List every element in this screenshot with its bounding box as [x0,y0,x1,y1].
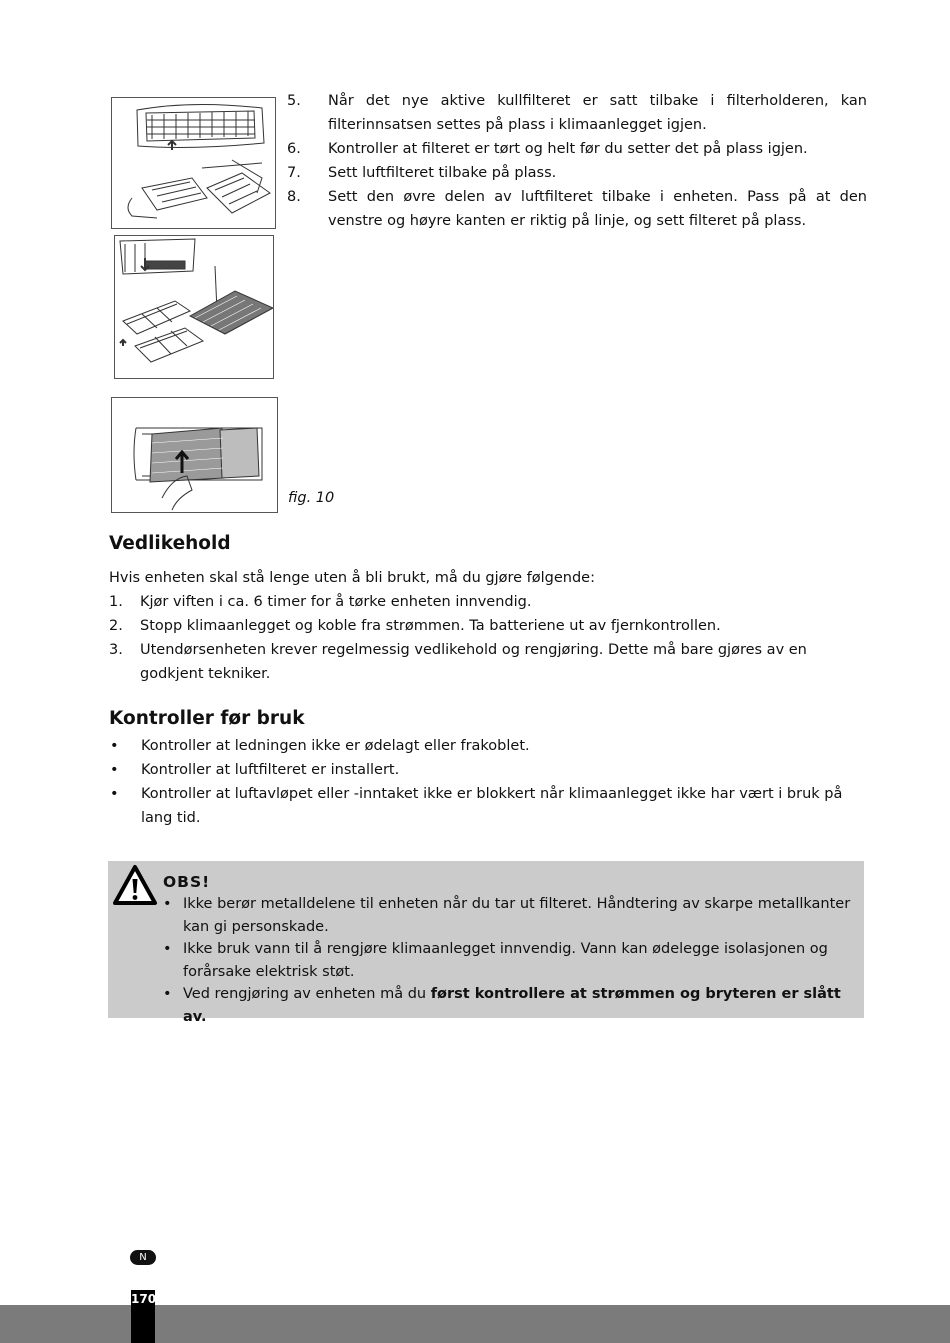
item-text: Ikke berør metalldelene til enheten når du tar ut filteret. Håndtering av skarpe metallkanter kan gi personskade. [183,896,851,935]
vedlikehold-section [109,566,867,686]
list-item [287,137,867,161]
warning-box [108,861,864,1025]
charcoal-filter-illustration [114,235,274,379]
section-heading-kontroller: Kontroller før bruk [109,708,305,729]
item-text-prefix: Ved rengjøring av enheten må du [183,986,431,1002]
bullet-marker: • [163,896,172,912]
section-intro: Hvis enheten skal stå lenge uten å bli brukt, må du gjøre følgende: [109,570,595,586]
bullet-marker: • [110,786,119,802]
warning-title: OBS! [163,873,211,891]
step-text: Kontroller at filteret er tørt og helt før du setter det på plass igjen. [328,141,808,157]
page-number: 170 [131,1292,157,1306]
bullet-marker: • [110,738,119,754]
step-text: Når det nye aktive kullfilteret er satt tilbake i filterholderen, kan filterinnsatsen settes på plass i klimaanlegget igjen. [328,93,867,133]
item-text: Kjør viften i ca. 6 timer for å tørke enheten innvendig. [140,594,532,610]
list-item [163,983,853,1028]
section-heading-vedlikehold: Vedlikehold [109,533,231,554]
item-text: Ikke bruk vann til å rengjøre klimaanlegget innvendig. Vann kan ødelegge isolasjonen og forårsake elektrisk støt. [183,941,828,980]
install-steps-list [287,89,867,233]
item-number: 3. [109,642,123,658]
list-item [109,734,867,758]
list-item [109,782,867,830]
list-item [109,614,867,638]
list-item [109,590,867,614]
item-text: Kontroller at ledningen ikke er ødelagt eller frakoblet. [141,738,530,754]
step-text: Sett luftfilteret tilbake på plass. [328,165,557,181]
item-number: 1. [109,594,123,610]
item-number: 2. [109,618,123,634]
list-item [109,638,867,686]
bullet-marker: • [110,762,119,778]
item-text: Utendørsenheten krever regelmessig vedlikehold og rengjøring. Dette må bare gjøres av en godkjent tekniker. [140,642,807,682]
warning-triangle-icon [112,864,158,906]
bullet-marker: • [163,941,172,957]
item-text: Kontroller at luftfilteret er installert. [141,762,400,778]
item-text [183,983,853,1028]
step-number: 7. [287,165,301,181]
list-item [163,893,853,938]
language-badge: N [130,1250,156,1265]
bullet-marker: • [163,986,172,1002]
warning-list [163,893,853,1028]
filter-insertion-illustration [111,397,278,513]
item-text: Stopp klimaanlegget og koble fra strømmen. Ta batteriene ut av fjernkontrollen. [140,618,721,634]
figure-caption: fig. 10 [288,490,335,506]
step-number: 5. [287,93,301,109]
list-item [287,89,867,137]
filter-removal-illustration [111,97,276,229]
list-item [287,161,867,185]
list-item [163,938,853,983]
list-item [109,758,867,782]
list-item [287,185,867,233]
item-text-emphasis: først kontrollere at strømmen og bryteren er slått av. [183,986,841,1025]
step-number: 6. [287,141,301,157]
step-number: 8. [287,189,301,205]
step-text: Sett den øvre delen av luftfilteret tilbake i enheten. Pass på at den venstre og høyre kanten er riktig på linje, og sett filteret på plass. [328,189,867,229]
kontroller-section [109,734,867,830]
item-text: Kontroller at luftavløpet eller -inntaket ikke er blokkert når klimaanlegget ikke har vært i bruk på lang tid. [141,786,843,826]
